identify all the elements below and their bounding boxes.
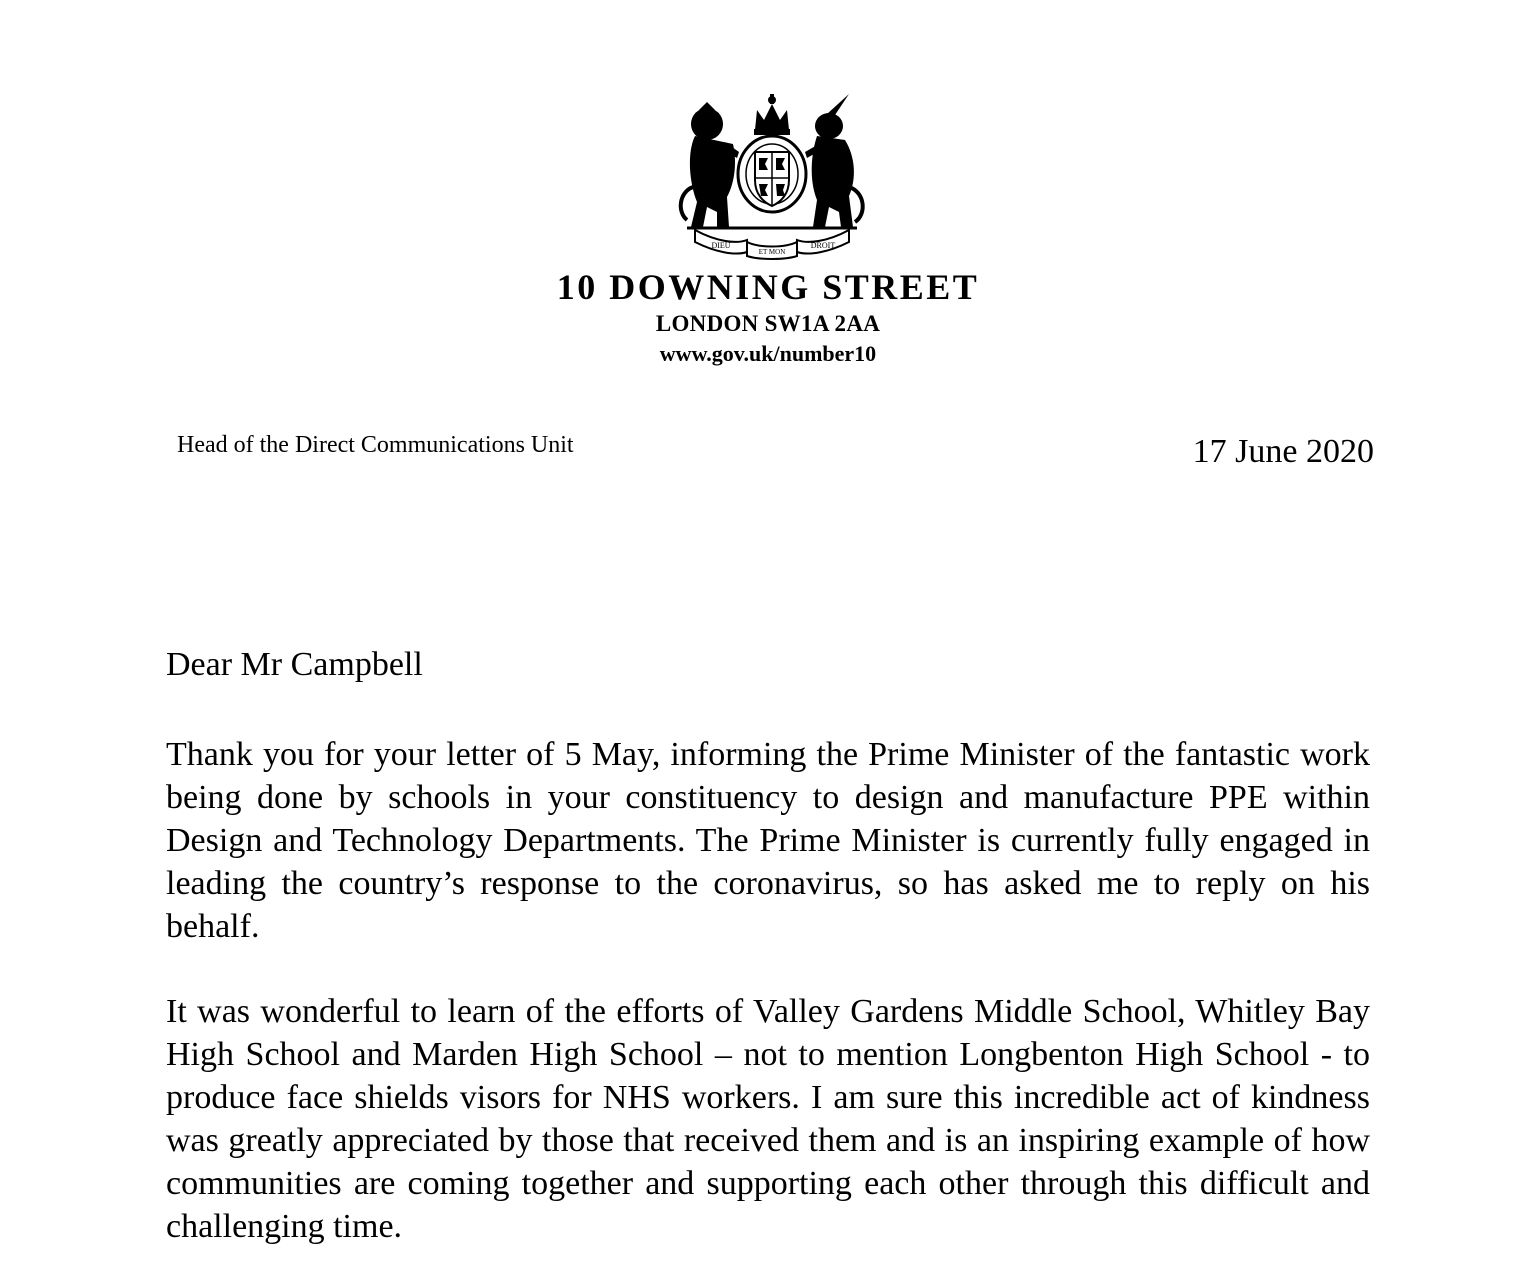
motto-scroll-icon [695, 230, 849, 259]
letterhead-website: www.gov.uk/number10 [659, 341, 877, 366]
motto-text-middle: ET MON [758, 248, 786, 256]
lion-supporter-icon [681, 102, 739, 227]
motto-text-right: DROIT [810, 241, 836, 250]
body-paragraph-1: Thank you for your letter of 5 May, informing the Prime Minister of the fantastic work being done by schools in your constituency to design and manufacture PPE within Design and Technology Departments. The Prime Minister is currently fully engaged in leading the country’s response to the coronavirus, so has asked me to reply on his behalf. [166, 736, 1370, 945]
crown-icon [754, 94, 790, 135]
unicorn-supporter-icon [805, 94, 863, 227]
motto-text-left: DIEU [711, 241, 731, 250]
body-paragraph-2: It was wonderful to learn of the efforts of Valley Gardens Middle School, Whitley Bay High School and Marden High School – not to mention Longbenton High School - to produce face shields visors for NHS workers. I am sure this incredible act of kindness was greatly appreciated by those that received them and is an inspiring example of how communities are coming together and supporting each other through this difficult and challenging time. [166, 993, 1370, 1245]
shield-icon [738, 136, 806, 212]
salutation: Dear Mr Campbell [166, 646, 423, 683]
letter-date: 17 June 2020 [1192, 433, 1374, 470]
letterhead-city: LONDON SW1A 2AA [655, 311, 881, 336]
letterhead-street: 10 DOWNING STREET [556, 267, 980, 307]
sender-role: Head of the Direct Communications Unit [177, 432, 574, 458]
royal-coat-of-arms-icon [677, 92, 867, 260]
